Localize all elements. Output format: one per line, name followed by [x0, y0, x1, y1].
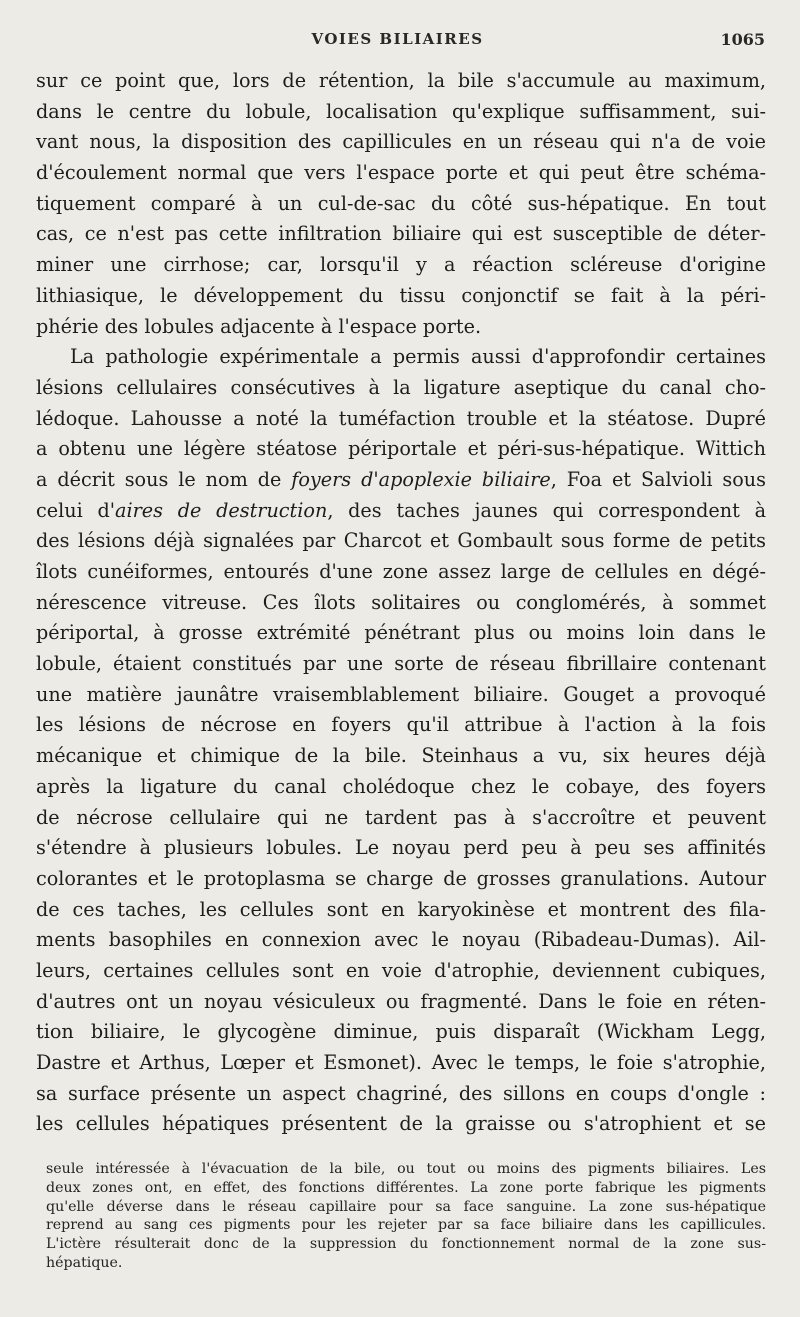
- italic-term: aires de destruction: [115, 498, 328, 522]
- text-line: sa surface présente un aspect chagriné, des sillons en coups d'ongle :: [36, 1081, 766, 1105]
- text-line: miner une cirrhose; car, lorsqu'il y a réaction scléreuse d'origine: [36, 253, 766, 277]
- text-line: lithiasique, le développement du tissu conjonctif se fait à la péri-: [36, 283, 766, 307]
- text-line: a obtenu une légère stéatose périportale et péri-sus-hépatique. Wittich: [36, 437, 766, 461]
- text-line: lédoque. Lahousse a noté la tuméfaction trouble et la stéatose. Dupré: [36, 406, 766, 430]
- text-line: de ces taches, les cellules sont en karyokinèse et montrent des fila-: [36, 897, 766, 921]
- text-segment: , des taches jaunes qui correspondent à: [327, 498, 767, 522]
- text-line: lésions cellulaires consécutives à la ligature aseptique du canal cho-: [36, 375, 766, 399]
- text-line: s'étendre à plusieurs lobules. Le noyau perd peu à peu ses affinités: [36, 836, 766, 860]
- text-segment: , Foa et Salvioli sous: [550, 467, 767, 491]
- text-line: tion biliaire, le glycogène diminue, puis disparaît (Wickham Legg,: [36, 1020, 766, 1044]
- page-header: [30, 30, 765, 58]
- text-line: nérescence vitreuse. Ces îlots solitaires ou conglomérés, à sommet: [36, 590, 766, 614]
- text-line: Dastre et Arthus, Lœper et Esmonet). Avec le temps, le foie s'atrophie,: [36, 1051, 766, 1074]
- footnote-line: deux zones ont, en effet, des fonctions différentes. La zone porte fabrique les pigments: [46, 1179, 766, 1196]
- text-line: des lésions déjà signalées par Charcot et Gombault sous forme de petits: [36, 529, 766, 553]
- text-line: colorantes et le protoplasma se charge de grosses granulations. Autour: [36, 866, 766, 890]
- text-line: sur ce point que, lors de rétention, la bile s'accumule au maximum,: [36, 69, 766, 92]
- text-line: La pathologie expérimentale a permis aussi d'approfondir certaines: [70, 345, 766, 369]
- text-line: mécanique et chimique de la bile. Steinhaus a vu, six heures déjà: [36, 744, 766, 768]
- footnote-line: reprend au sang ces pigments pour les rejeter par sa face biliaire dans les capillicules.: [46, 1217, 766, 1234]
- footnote: [46, 1160, 766, 1273]
- text-segment: celui d': [36, 498, 116, 522]
- footnote-line: L'ictère résulterait donc de la suppression du fonctionnement normal de la zone sus-: [46, 1236, 766, 1253]
- text-line: dans le centre du lobule, localisation qu'explique suffisamment, sui-: [36, 99, 766, 123]
- text-line: îlots cunéiformes, entourés d'une zone assez large de cellules en dégé-: [36, 560, 766, 583]
- text-line: de nécrose cellulaire qui ne tardent pas à s'accroître et peuvent: [36, 805, 766, 829]
- footnote-line: qu'elle déverse dans le réseau capillaire pour sa face sanguine. La zone sus-hépatique: [46, 1198, 766, 1215]
- text-line: lobule, étaient constitués par une sorte de réseau fibrillaire contenant: [36, 652, 766, 676]
- italic-term: foyers d'apoplexie biliaire: [291, 467, 551, 491]
- text-line: les cellules hépatiques présentent de la graisse ou s'atrophient et se: [36, 1112, 766, 1136]
- text-line: tiquement comparé à un cul-de-sac du côté sus-hépatique. En tout: [36, 191, 766, 215]
- text-line: périportal, à grosse extrémité pénétrant plus ou moins loin dans le: [36, 621, 766, 645]
- text-line: ments basophiles en connexion avec le noyau (Ribadeau-Dumas). Ail-: [36, 928, 766, 952]
- text-line: [36, 465, 766, 496]
- footnote-line: seule intéressée à l'évacuation de la bile, ou tout ou moins des pigments biliaires. Les: [46, 1161, 766, 1177]
- main-text: [36, 66, 766, 1140]
- text-line: d'écoulement normal que vers l'espace porte et qui peut être schéma-: [36, 161, 766, 185]
- page-number: 1065: [720, 30, 765, 49]
- text-line: les lésions de nécrose en foyers qu'il attribue à l'action à la fois: [36, 713, 766, 737]
- running-title: VOIES BILIAIRES: [311, 30, 484, 48]
- text-line: leurs, certaines cellules sont en voie d'atrophie, deviennent cubiques,: [36, 958, 766, 982]
- text-segment: a décrit sous le nom de: [36, 467, 292, 491]
- text-line: d'autres ont un noyau vésiculeux ou fragmenté. Dans le foie en réten-: [36, 989, 766, 1013]
- footnote-line: hépatique.: [46, 1254, 123, 1271]
- text-line: cas, ce n'est pas cette infiltration biliaire qui est susceptible de déter-: [36, 222, 766, 246]
- text-line: [36, 496, 766, 527]
- text-line: phérie des lobules adjacente à l'espace porte.: [36, 314, 482, 338]
- text-line: une matière jaunâtre vraisemblablement biliaire. Gouget a provoqué: [36, 682, 766, 706]
- text-line: vant nous, la disposition des capillicules en un réseau qui n'a de voie: [36, 130, 766, 154]
- text-line: après la ligature du canal cholédoque chez le cobaye, des foyers: [36, 774, 766, 798]
